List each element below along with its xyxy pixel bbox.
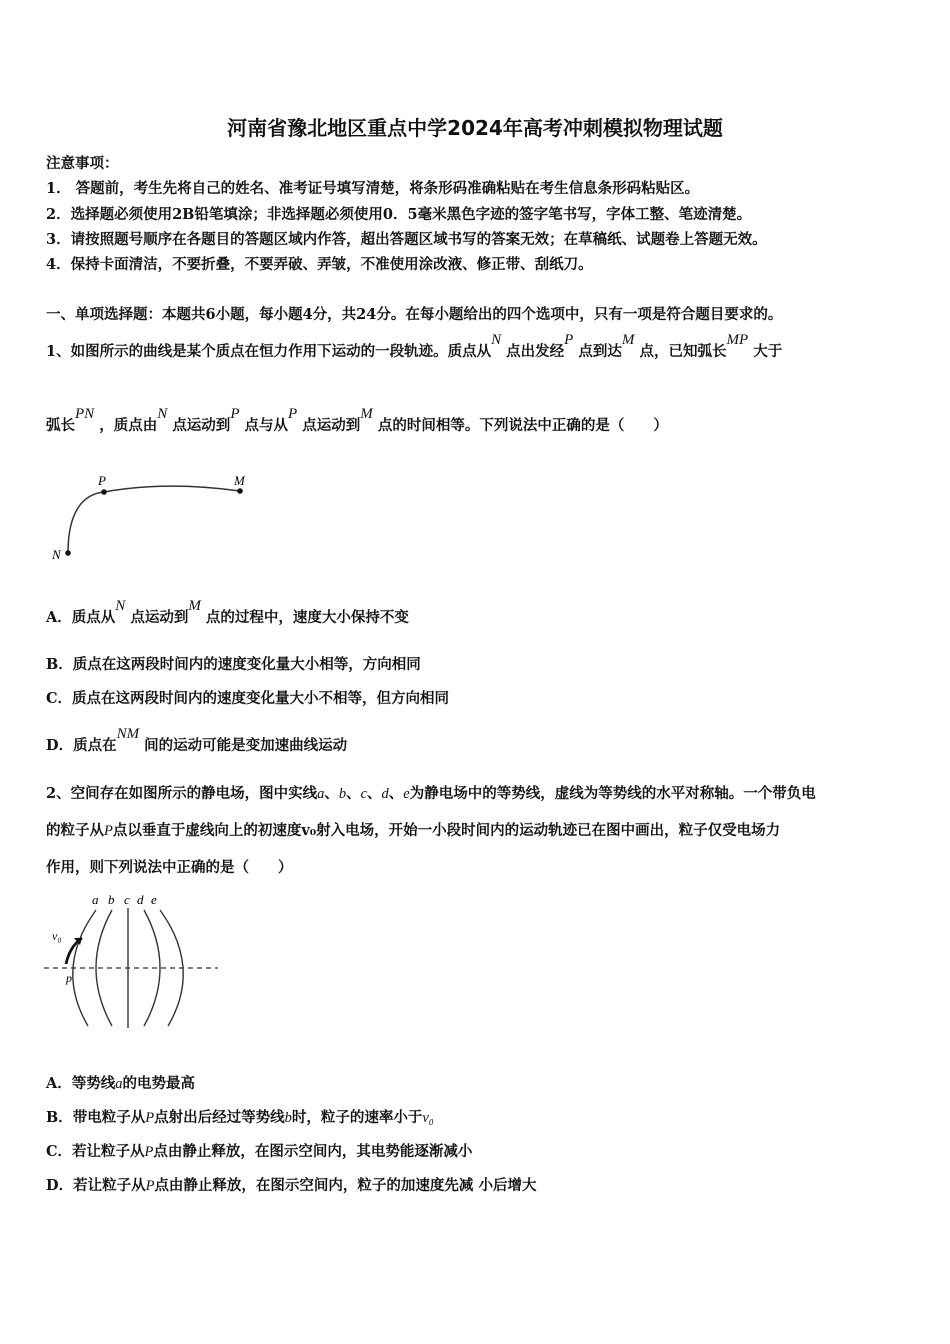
question-1-line-2: 弧长PN ，质点由N 点运动到P 点与从P 点运动到M 点的时间相等。下列说法中正确的是（ ） bbox=[46, 406, 668, 434]
point-p bbox=[101, 489, 107, 495]
label-d: d bbox=[137, 892, 144, 907]
label-n: N bbox=[52, 547, 61, 562]
point-m bbox=[237, 488, 243, 494]
notice-item: 4．保持卡面清洁，不要折叠，不要弄破、弄皱，不准使用涂改液、修正带、刮纸刀。 bbox=[46, 256, 593, 273]
point-n bbox=[65, 550, 71, 556]
label-p: p bbox=[66, 971, 72, 985]
label-c: c bbox=[124, 892, 130, 907]
notice-item: 3．请按照题号顺序在各题目的答题区域内作答，超出答题区域书写的答案无效；在草稿纸、试题卷上答题无效。 bbox=[46, 231, 767, 248]
label-p: P bbox=[98, 473, 106, 488]
question-2-option-a: A．等势线a的电势最高 bbox=[46, 1075, 195, 1092]
question-1-option-d: D．质点在NM 间的运动可能是变加速曲线运动 bbox=[46, 726, 348, 754]
question-2-line-3: 作用，则下列说法中正确的是（ ） bbox=[46, 859, 293, 876]
question-2-line-2: 的粒子从P点以垂直于虚线向上的初速度v₀射入电场，开始一小段时间内的运动轨迹已在图中画出，粒子仅受电场力 bbox=[46, 822, 781, 839]
question-2-option-c: C．若让粒子从P点由静止释放，在图示空间内，其电势能逐渐减小 bbox=[46, 1143, 473, 1160]
label-a: a bbox=[92, 892, 99, 907]
question-1-line-1: 1、如图所示的曲线是某个质点在恒力作用下运动的一段轨迹。质点从N 点出发经P 点到达M 点，已知弧长MP 大于 bbox=[46, 332, 783, 360]
notice-item: 1． 答题前，考生先将自己的姓名、准考证号填写清楚，将条形码准确粘贴在考生信息条形码粘贴区。 bbox=[46, 180, 700, 197]
notice-item: 2．选择题必须使用2B铅笔填涂；非选择题必须使用0．5毫米黑色字迹的签字笔书写，字体工整、笔迹清楚。 bbox=[46, 206, 752, 223]
question-1-option-b: B．质点在这两段时间内的速度变化量大小相等，方向相同 bbox=[46, 656, 421, 673]
equipotential-figure bbox=[40, 888, 230, 1033]
question-2-option-b: B．带电粒子从P点射出后经过等势线b时，粒子的速率小于v₀ bbox=[46, 1109, 434, 1126]
notice-heading: 注意事项： bbox=[46, 155, 119, 172]
label-b: b bbox=[108, 892, 115, 907]
page-title: 河南省豫北地区重点中学2024年高考冲刺模拟物理试题 bbox=[227, 116, 723, 140]
question-2-line-1: 2、空间存在如图所示的静电场，图中实线a、b、c、d、e为静电场中的等势线，虚线为等势线的水平对称轴。一个带负电 bbox=[46, 785, 816, 802]
label-e: e bbox=[151, 892, 157, 907]
trajectory-figure bbox=[44, 470, 264, 570]
question-1-option-a: A．质点从N 点运动到M 点的过程中，速度大小保持不变 bbox=[46, 598, 409, 626]
question-1-option-c: C．质点在这两段时间内的速度变化量大小不相等，但方向相同 bbox=[46, 690, 450, 707]
section-heading: 一、单项选择题：本题共6小题，每小题4分，共24分。在每小题给出的四个选项中，只有一项是符合题目要求的。 bbox=[46, 306, 783, 323]
question-2-option-d: D．若让粒子从P点由静止释放，在图示空间内，粒子的加速度先减 小后增大 bbox=[46, 1177, 537, 1194]
label-v0: v₀ bbox=[52, 929, 62, 943]
label-m: M bbox=[234, 473, 245, 488]
